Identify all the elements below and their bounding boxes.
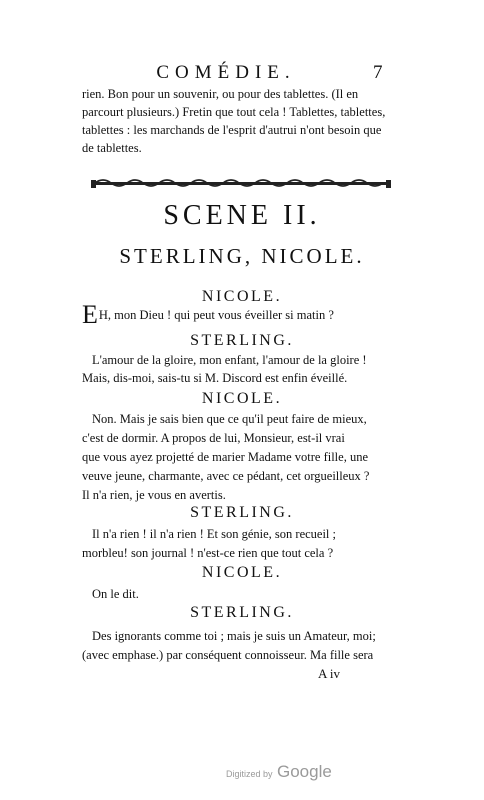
dialogue-line: Non. Mais je sais bien que ce qu'il peut faire de mieux, — [92, 412, 367, 426]
dialogue-line: L'amour de la gloire, mon enfant, l'amour de la gloire ! — [92, 353, 367, 367]
speaker-name: STERLING. — [190, 332, 294, 349]
ornamental-rule — [91, 177, 391, 191]
dialogue-line: Il n'a rien, je vous en avertis. — [82, 488, 226, 502]
intro-line: parcourt plusieurs.) Fretin que tout cela ! Tablettes, tablettes, — [82, 105, 386, 119]
drop-cap: E — [82, 300, 98, 329]
dialogue-line: Mais, dis-moi, sais-tu si M. Discord est enfin éveillé. — [82, 371, 348, 385]
signature-mark: A iv — [318, 666, 341, 681]
speaker-name: NICOLE. — [201, 390, 283, 407]
speaker-name: NICOLE. — [201, 288, 283, 305]
intro-line: de tablettes. — [82, 141, 142, 155]
running-head-title: COMÉDIE. — [156, 62, 296, 83]
dialogue-line: On le dit. — [92, 587, 139, 601]
dialogue-line: Des ignorants comme toi ; mais je suis un Amateur, moi; — [92, 629, 376, 643]
page-number: 7 — [373, 62, 383, 83]
google-logo-text: Google — [276, 762, 332, 781]
speaker-name: NICOLE. — [201, 564, 283, 581]
speaker-name: STERLING. — [190, 604, 294, 621]
dialogue-line: EH, mon Dieu ! qui peut vous éveiller si matin ? — [82, 300, 334, 329]
digitization-footer — [226, 762, 332, 782]
scene-characters: STERLING, NICOLE. — [119, 244, 365, 268]
intro-line: rien. Bon pour un souvenir, ou pour des tablettes. (Il en — [82, 87, 359, 101]
dialogue-line: Il n'a rien ! il n'a rien ! Et son génie, son recueil ; — [92, 527, 337, 541]
dialogue-line: (avec emphase.) par conséquent connoisseur. Ma fille sera — [82, 648, 374, 662]
intro-line: tablettes : les marchands de l'esprit d'autrui n'ont besoin que — [82, 123, 382, 137]
speaker-name: STERLING. — [190, 504, 294, 521]
digitized-by-label: Digitized by — [226, 769, 273, 779]
dialogue-line: c'est de dormir. A propos de lui, Monsieur, est-il vrai — [82, 431, 345, 445]
dialogue-line: morbleu! son journal ! n'est-ce rien que tout cela ? — [82, 546, 334, 560]
scene-title: SCENE II. — [163, 200, 321, 231]
dialogue-line: que vous ayez projetté de marier Madame votre fille, une — [82, 450, 368, 464]
dialogue-line: veuve jeune, charmante, avec ce pédant, cet orgueilleux ? — [82, 469, 370, 483]
